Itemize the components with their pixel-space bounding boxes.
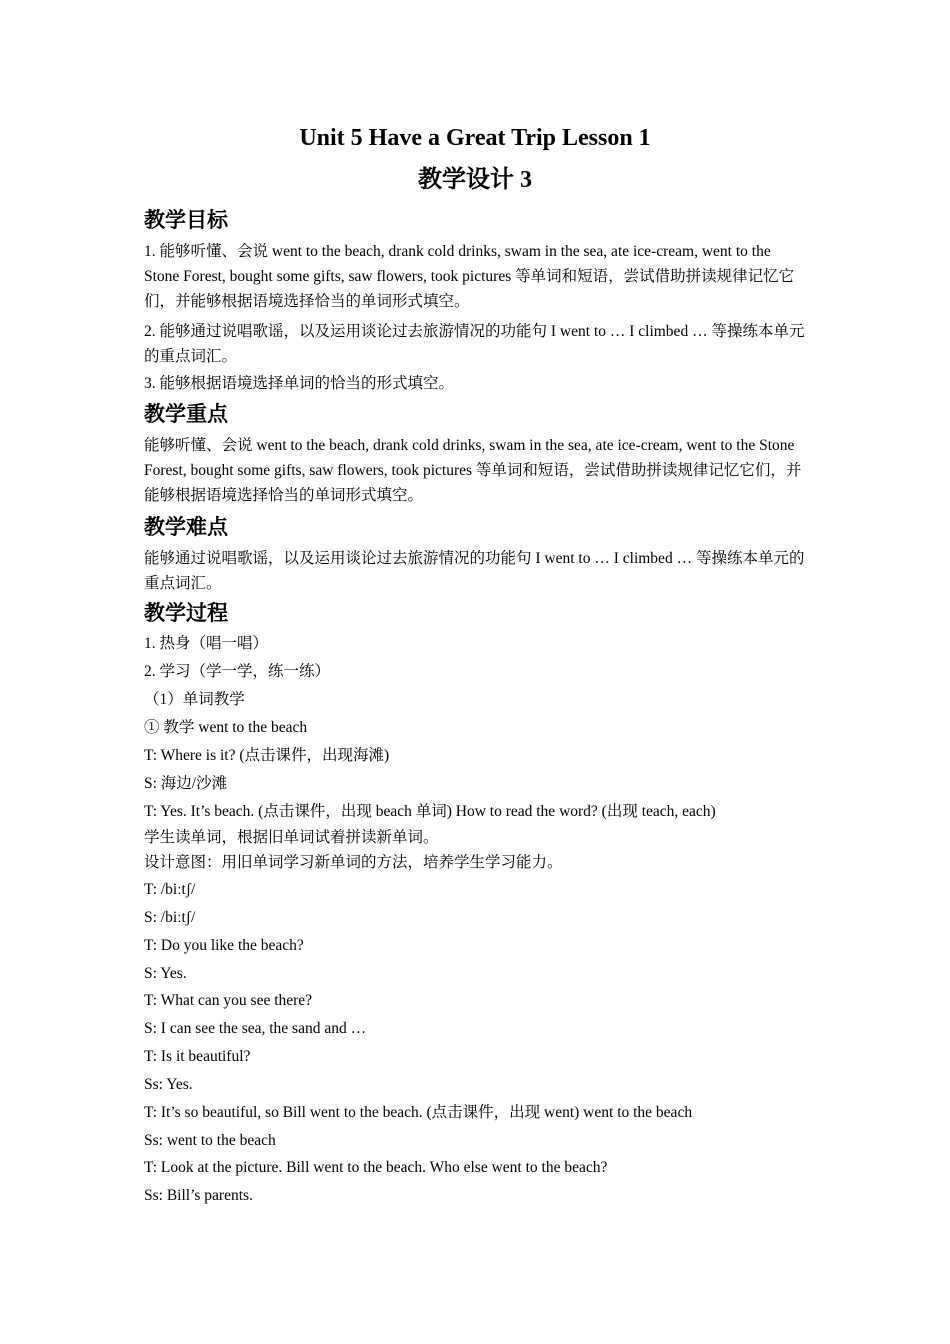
section-heading-difficult-points: 教学难点: [144, 515, 228, 539]
process-line: 学生读单词，根据旧单词试着拼读新单词。: [144, 829, 439, 846]
process-line: ① 教学 went to the beach: [144, 719, 308, 736]
process-line: 2. 学习（学一学，练一练）: [144, 663, 331, 680]
document-subtitle: 教学设计 3: [418, 167, 532, 193]
process-line: S: Yes.: [144, 965, 187, 982]
section-heading-objectives: 教学目标: [144, 208, 228, 232]
process-line: T: /biːtʃ/: [144, 881, 196, 898]
process-line: （1）单词教学: [144, 691, 245, 708]
process-line: T: What can you see there?: [144, 992, 313, 1009]
process-line: 设计意图：用旧单词学习新单词的方法，培养学生学习能力。: [144, 854, 563, 871]
difficult-points-text: 能够通过说唱歌谣，以及运用谈论过去旅游情况的功能句 I went to … I climbed … 等操练本单元的重点词汇。: [144, 550, 805, 592]
process-line: T: Where is it? (点击课件，出现海滩): [144, 747, 390, 764]
process-line: Ss: Yes.: [144, 1076, 193, 1093]
process-line: T: Do you like the beach?: [144, 937, 304, 954]
objective-item: 3. 能够根据语境选择单词的恰当的形式填空。: [144, 375, 455, 392]
section-heading-process: 教学过程: [144, 601, 228, 625]
process-line: S: 海边/沙滩: [144, 775, 228, 792]
process-line: 1. 热身（唱一唱）: [144, 635, 269, 652]
process-line: Ss: went to the beach: [144, 1132, 276, 1149]
process-line: T: Yes. It’s beach. (点击课件，出现 beach 单词) How to read the word? (出现 teach, each): [144, 803, 716, 820]
key-points-text: 能够听懂、会说 went to the beach, drank cold drinks, swam in the sea, ate ice-cream, went to the Stone Forest, bought some gifts, saw flowers, took pictures 等单词和短语，尝试借助拼读规律记忆它们，并能够根据语境选择恰当的单词形式填空。: [144, 437, 802, 504]
process-line: T: Look at the picture. Bill went to the beach. Who else went to the beach?: [144, 1159, 608, 1176]
process-line: T: Is it beautiful?: [144, 1048, 251, 1065]
process-line: Ss: Bill’s parents.: [144, 1187, 253, 1204]
objective-item: 2. 能够通过说唱歌谣，以及运用谈论过去旅游情况的功能句 I went to … I climbed … 等操练本单元的重点词汇。: [144, 323, 805, 365]
process-line: S: I can see the sea, the sand and …: [144, 1020, 367, 1037]
section-heading-key-points: 教学重点: [144, 402, 228, 426]
process-line: T: It’s so beautiful, so Bill went to the beach. (点击课件，出现 went) went to the beach: [144, 1104, 693, 1121]
document-title: Unit 5 Have a Great Trip Lesson 1: [299, 125, 651, 151]
objective-item: 1. 能够听懂、会说 went to the beach, drank cold drinks, swam in the sea, ate ice-cream, went to the Stone Forest, bought some gifts, saw flowers, took pictures 等单词和短语，尝试借助拼读规律记忆它们，并能够根据语境选择恰当的单词形式填空。: [144, 243, 795, 310]
process-line: S: /biːtʃ/: [144, 909, 196, 926]
